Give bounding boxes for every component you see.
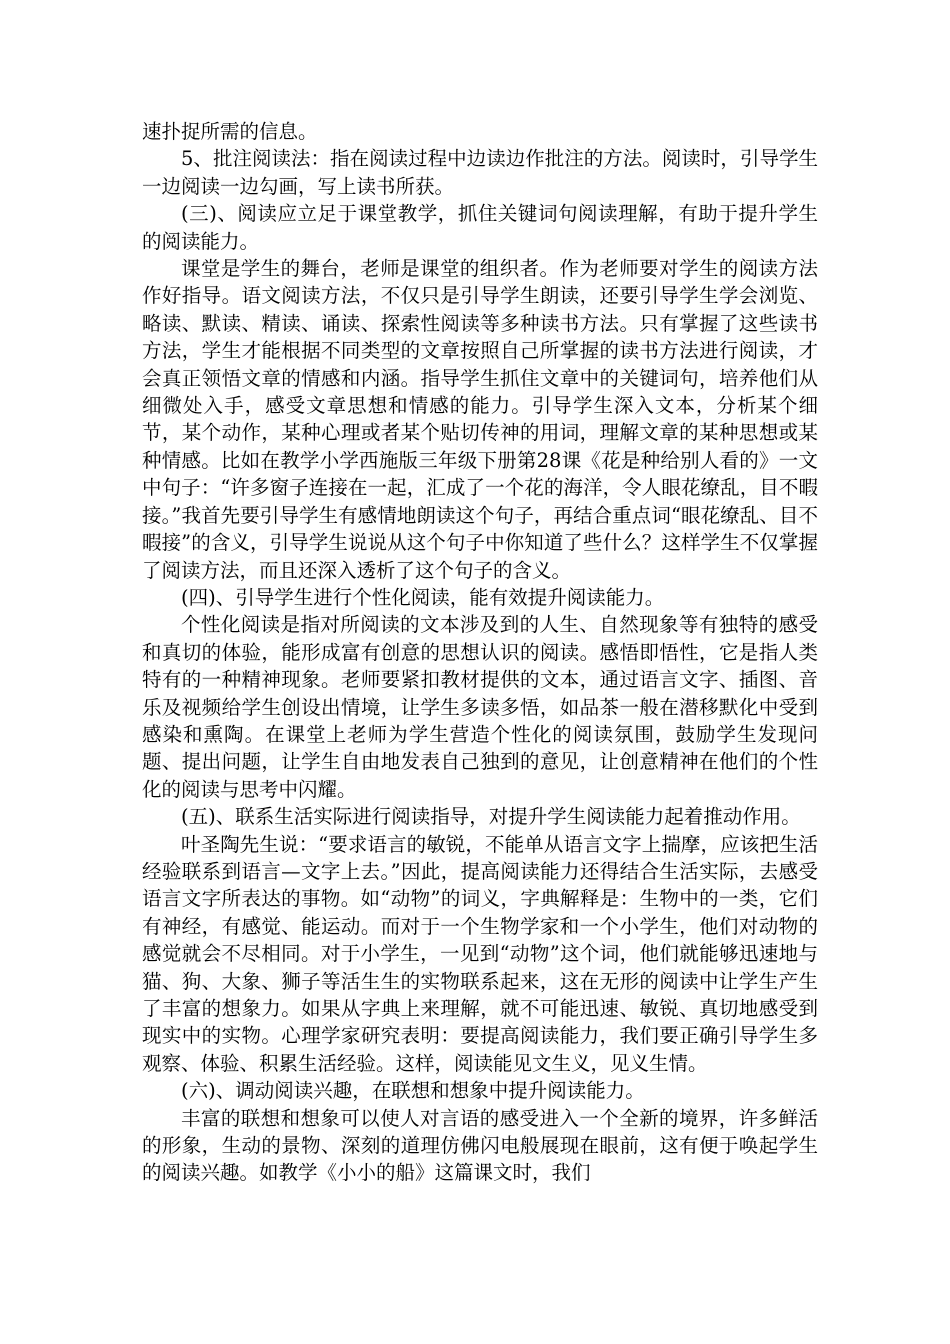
paragraph-imagination: 丰富的联想和想象可以使人对言语的感受进入一个全新的境界，许多鲜活的形象，生动的景物、深刻的道理仿佛闪电般展现在眼前，这有便于唤起学生的阅读兴趣。如教学《小小的船》这篇课文时，我们	[142, 1106, 818, 1185]
section-heading-5: (五)、联系生活实际进行阅读指导，对提升学生阅读能力起着推动作用。	[181, 805, 801, 829]
paragraph-continuation: 速扑捉所需的信息。	[142, 120, 318, 143]
section-heading-6: (六)、调动阅读兴趣，在联想和想象中提升阅读能力。	[181, 1079, 645, 1103]
document-page	[142, 118, 818, 1187]
paragraph-annotation-method: 5、批注阅读法：指在阅读过程中边读边作批注的方法。阅读时，引导学生一边阅读一边勾画，写上读书所获。	[142, 147, 818, 198]
paragraph-classroom: 课堂是学生的舞台，老师是课堂的组织者。作为老师要对学生的阅读方法作好指导。语文阅读方法，不仅只是引导学生朗读，还要引导学生学会浏览、略读、默读、精读、诵读、探索性阅读等多种读书方法。只有掌握了这些读书方法，学生才能根据不同类型的文章按照自己所掌握的读书方法进行阅读，才会真正领悟文章的情感和内涵。指导学生抓住文章中的关键词句，培养他们从细微处入手，感受文章思想和情感的能力。引导学生深入文本，分析某个细节，某个动作，某种心理或者某个贴切传神的用词，理解文章的某种思想或某种情感。比如在教学小学西施版三年级下册第28课《花是种给别人看的》一文中句子：“许多窗子连接在一起，汇成了一个花的海洋，令人眼花缭乱，目不暇接。”我首先要引导学生有感情地朗读这个句子，再结合重点词“眼花缭乱、目不暇接”的含义，引导学生说说从这个句子中你知道了些什么？这样学生不仅掌握了阅读方法，而且还深入透析了这个句子的含义。	[142, 257, 818, 582]
paragraph-personalized-reading: 个性化阅读是指对所阅读的文本涉及到的人生、自然现象等有独特的感受和真切的体验，能形成富有创意的思想认识的阅读。感悟即悟性，它是指人类特有的一种精神现象。老师要紧扣教材提供的文本，通过语言文字、插图、音乐及视频给学生创设出情境，让学生多读多悟，如品茶一般在潜移默化中受到感染和熏陶。在课堂上老师为学生营造个性化的阅读氛围，鼓励学生发现问题、提出问题，让学生自由地发表自己独到的意见，让创意精神在他们的个性化的阅读与思考中闪耀。	[142, 613, 818, 801]
section-heading-4: (四)、引导学生进行个性化阅读，能有效提升阅读能力。	[181, 585, 665, 609]
paragraph-life-experience: 叶圣陶先生说：“要求语言的敏锐，不能单从语言文字上揣摩，应该把生活经验联系到语言—文字上去。”因此，提高阅读能力还得结合生活实际，去感受语言文字所表达的事物。如“动物”的词义，字典解释是：生物中的一类，它们有神经，有感觉、能运动。而对于一个生物学家和一个小学生，他们对动物的感觉就会不尽相同。对于小学生，一见到“动物”这个词，他们就能够迅速地与猫、狗、大象、狮子等活生生的实物联系起来，这在无形的阅读中让学生产生了丰富的想象力。如果从字典上来理解，就不可能迅速、敏锐、真切地感受到现实中的实物。心理学家研究表明：要提高阅读能力，我们要正确引导学生多观察、体验、积累生活经验。这样，阅读能见文生义，见义生情。	[142, 832, 818, 1075]
section-heading-3: (三)、阅读应立足于课堂教学，抓住关键词句阅读理解，有助于提升学生的阅读能力。	[142, 202, 818, 253]
